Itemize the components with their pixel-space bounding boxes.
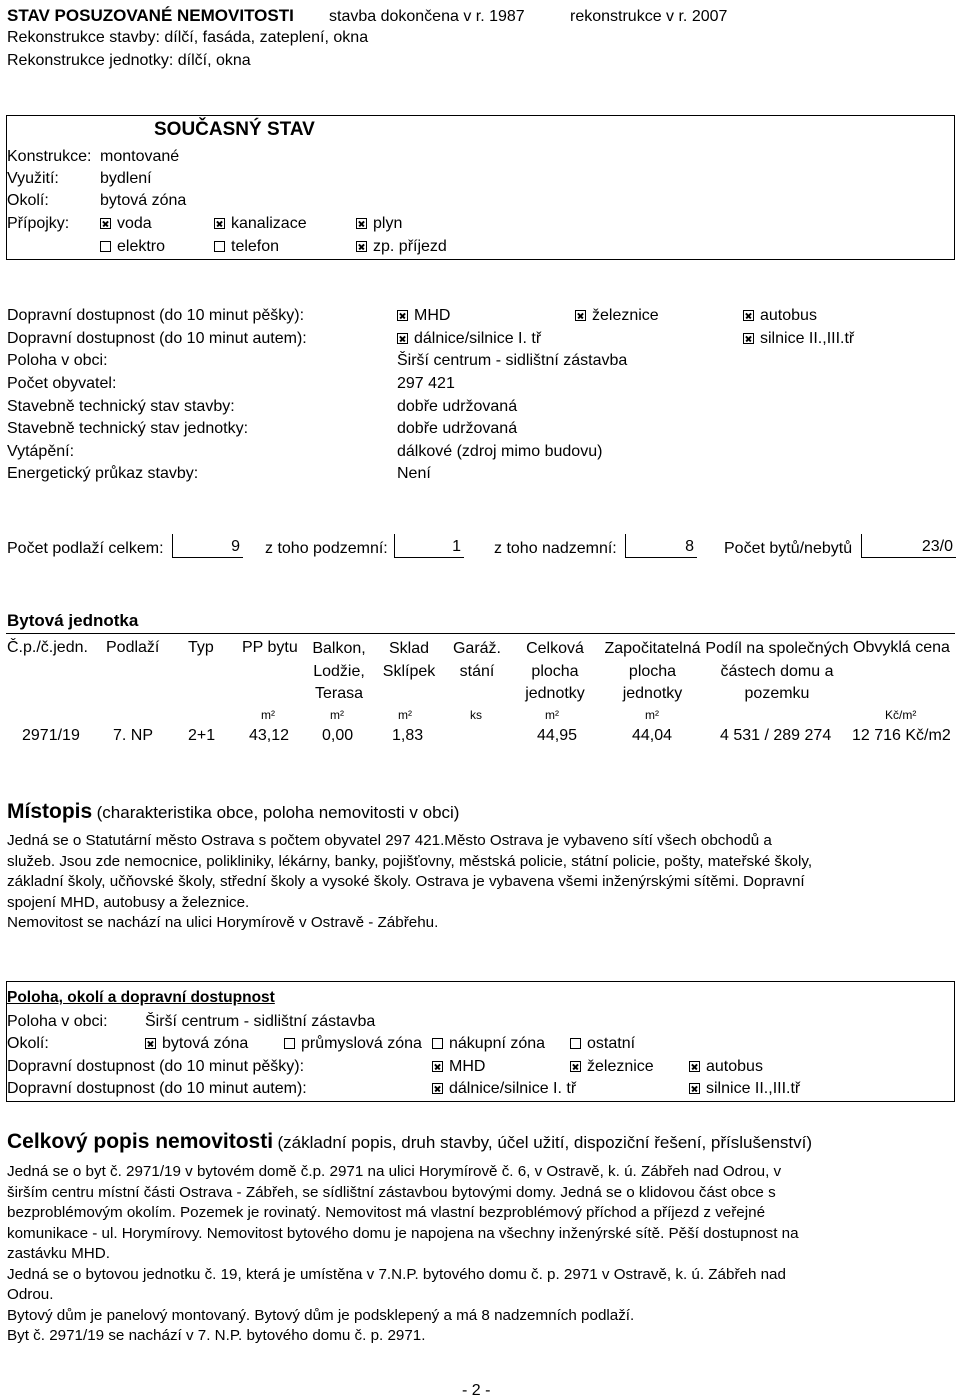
cell-cp: 2971/19 xyxy=(22,727,80,744)
info-value-population: 297 421 xyxy=(397,375,455,392)
description-line: Jedná se o bytovou jednotku č. 19, která je umístěna v 7.N.P. bytového domu č. p. 2971 v Ostravě, k. ú. Zábřeh nad xyxy=(7,1265,786,1283)
cell-balcony: 0,00 xyxy=(322,727,354,744)
unit-m2: m² xyxy=(398,708,412,722)
okoli-shopping: nákupní zóna xyxy=(432,1034,545,1053)
loc-car-label: Dopravní dostupnost (do 10 minut autem): xyxy=(7,1080,307,1097)
loc-walk-bus: autobus xyxy=(689,1057,763,1076)
floors-total-value: 9 xyxy=(172,534,243,558)
cell-pp: 43,12 xyxy=(249,727,290,744)
col-header-balcony: Balkon, Lodžie, Terasa xyxy=(312,640,366,702)
checkbox-checked-icon xyxy=(356,241,367,252)
col-header-share: Podíl na společných částech domu a pozemku xyxy=(705,640,849,702)
page-title: STAV POSUZOVANÉ NEMOVITOSTI xyxy=(7,6,294,25)
col-header-total-area: Celková plocha jednotky xyxy=(525,640,585,702)
unit-m2: m² xyxy=(261,708,275,722)
col-header-type: Typ xyxy=(188,639,214,656)
info-label-population: Počet obyvatel: xyxy=(7,375,117,392)
cell-floor: 7. NP xyxy=(113,727,154,744)
unit-m2: m² xyxy=(545,708,559,722)
description-line: bezproblémovým okolím. Pozemek je rovinatý. Nemovitost má vlastní bezproblémový příchod a příjezd z veřejné xyxy=(7,1204,766,1221)
car-highway: dálnice/silnice I. tř xyxy=(397,329,541,348)
info-value-building-state: dobře udržovaná xyxy=(397,398,518,415)
info-label-energy: Energetický průkaz stavby: xyxy=(7,465,199,482)
loc-car-road: silnice II.,III.tř xyxy=(689,1079,800,1098)
loc-poloha-value: Širší centrum - sidlištní zástavba xyxy=(145,1013,376,1030)
mistopis-line: spojení MHD, autobusy a železnice. xyxy=(7,893,250,911)
checkbox-empty-icon xyxy=(432,1038,443,1049)
cell-price: 12 716 Kč/m2 xyxy=(852,727,951,744)
col-header-pp: PP bytu xyxy=(242,639,298,656)
checkbox-empty-icon xyxy=(100,241,111,252)
checkbox-checked-icon xyxy=(743,333,754,344)
flats-label: Počet bytů/nebytů xyxy=(724,540,853,557)
info-value-location: Širší centrum - sidlištní zástavba xyxy=(397,352,628,369)
cell-counted-area: 44,04 xyxy=(632,727,673,744)
connection-gas: plyn xyxy=(356,214,402,233)
mistopis-line: Nemovitost se nachází na ulici Horymírově v Ostravě - Zábřehu. xyxy=(7,914,439,931)
unit-section-title: Bytová jednotka xyxy=(7,611,139,630)
walk-access-label: Dopravní dostupnost (do 10 minut pěšky): xyxy=(7,307,305,324)
description-line: Odrou. xyxy=(7,1286,54,1303)
reconstruction-year: rekonstrukce v r. 2007 xyxy=(570,8,728,25)
mistopis-heading xyxy=(7,800,459,826)
construction-label: Konstrukce: xyxy=(7,148,92,165)
loc-poloha-label: Poloha v obci: xyxy=(7,1013,108,1030)
loc-car-highway: dálnice/silnice I. tř xyxy=(432,1079,576,1098)
connection-access-road: zp. příjezd xyxy=(356,237,447,256)
description-text xyxy=(7,1162,799,1347)
col-header-storage: Sklad Sklípek xyxy=(382,640,436,680)
col-header-counted-area: Započitatelná plocha jednotky xyxy=(604,640,701,702)
checkbox-checked-icon xyxy=(432,1061,443,1072)
building-reconstruction: Rekonstrukce stavby: dílčí, fasáda, zateplení, okna xyxy=(7,29,369,46)
col-header-garage: Garáž. stání xyxy=(452,640,501,680)
loc-walk-railway: železnice xyxy=(570,1057,654,1076)
okoli-residential: bytová zóna xyxy=(145,1034,248,1053)
info-value-heating: dálkové (zdroj mimo budovu) xyxy=(397,443,603,460)
floors-above-label: z toho nadzemní: xyxy=(494,540,617,557)
built-year: stavba dokončena v r. 1987 xyxy=(329,8,525,25)
loc-okoli-label: Okolí: xyxy=(7,1035,49,1052)
loc-walk-label: Dopravní dostupnost (do 10 minut pěšky): xyxy=(7,1058,305,1075)
info-label-heating: Vytápění: xyxy=(7,443,75,460)
mistopis-title: Místopis xyxy=(7,800,93,823)
col-header-cp: Č.p./č.jedn. xyxy=(7,639,88,656)
floors-under-value: 1 xyxy=(394,534,464,558)
checkbox-checked-icon xyxy=(356,218,367,229)
connections-label: Přípojky: xyxy=(7,215,70,232)
cell-share: 4 531 / 289 274 xyxy=(720,727,832,744)
description-line: širším centru místní části Ostrava - Zábřeh, se sídlištní zástavbou bytovými domy. Jedná se o klidovou část obce s xyxy=(7,1183,776,1201)
floors-above-value: 8 xyxy=(625,534,697,558)
info-label-unit-state: Stavebně technický stav jednotky: xyxy=(7,420,249,437)
checkbox-checked-icon xyxy=(100,218,111,229)
connection-electricity: elektro xyxy=(100,237,165,256)
checkbox-empty-icon xyxy=(214,241,225,252)
unit-ks: ks xyxy=(470,708,482,722)
current-state-title: SOUČASNÝ STAV xyxy=(154,119,315,140)
mistopis-line: základní školy, učňovské školy, střední školy a vysoké školy. Ostrava je vybavena všemi inženýrskými sítěmi. Dopravní xyxy=(7,873,805,890)
description-title: Celkový popis nemovitosti xyxy=(7,1130,274,1153)
checkbox-empty-icon xyxy=(284,1038,295,1049)
description-subtitle: (základní popis, druh stavby, účel užití, dispoziční řešení, příslušenství) xyxy=(277,1133,813,1152)
loc-walk-mhd: MHD xyxy=(432,1057,485,1076)
walk-mhd: MHD xyxy=(397,306,450,325)
info-value-energy: Není xyxy=(397,465,431,482)
checkbox-checked-icon xyxy=(743,310,754,321)
unit-czk-m2: Kč/m² xyxy=(885,708,917,722)
description-line: zastávku MHD. xyxy=(7,1245,110,1262)
unit-reconstruction: Rekonstrukce jednotky: dílčí, okna xyxy=(7,52,251,69)
connection-water: voda xyxy=(100,214,152,233)
description-line: komunikace - ul. Horymírovy. Nemovitost bytového domu je napojena na všechny inženýrské sítě. Pěší dostupnost na xyxy=(7,1224,799,1242)
floors-total-label: Počet podlaží celkem: xyxy=(7,540,164,557)
checkbox-checked-icon xyxy=(432,1083,443,1094)
connection-sewer: kanalizace xyxy=(214,214,307,233)
flats-value: 23/0 xyxy=(861,534,956,558)
page-number: - 2 - xyxy=(462,1382,491,1399)
description-line: Bytový dům je panelový montovaný. Bytový dům je podsklepený a má 8 nadzemních podlaží. xyxy=(7,1306,635,1324)
description-heading xyxy=(7,1130,812,1156)
connection-phone: telefon xyxy=(214,237,279,256)
construction-value: montované xyxy=(100,148,180,165)
info-label-building-state: Stavebně technický stav stavby: xyxy=(7,398,235,415)
checkbox-checked-icon xyxy=(397,310,408,321)
walk-railway: železnice xyxy=(575,306,659,325)
unit-m2: m² xyxy=(330,708,344,722)
car-road: silnice II.,III.tř xyxy=(743,329,854,348)
usage-value: bydlení xyxy=(100,170,152,187)
description-line: Byt č. 2971/19 se nachází v 7. N.P. bytového domu č. p. 2971. xyxy=(7,1327,426,1344)
location-title: Poloha, okolí a dopravní dostupnost xyxy=(7,989,275,1006)
usage-label: Využití: xyxy=(7,170,59,187)
col-header-floor: Podlaží xyxy=(106,639,160,656)
checkbox-checked-icon xyxy=(145,1038,156,1049)
mistopis-text xyxy=(7,831,812,934)
mistopis-line: Jedná se o Statutární město Ostrava s počtem obyvatel 297 421.Město Ostrava je vybaveno sítí všech obchodů a xyxy=(7,832,772,849)
checkbox-checked-icon xyxy=(570,1061,581,1072)
car-access-label: Dopravní dostupnost (do 10 minut autem): xyxy=(7,330,307,347)
surroundings-label: Okolí: xyxy=(7,192,49,209)
description-line: Jedná se o byt č. 2971/19 v bytovém domě č.p. 2971 na ulici Horymírově č. 6, v Ostravě, k. ú. Zábřeh nad Odrou, v xyxy=(7,1163,782,1180)
cell-type: 2+1 xyxy=(188,727,216,744)
checkbox-checked-icon xyxy=(689,1083,700,1094)
col-header-price: Obvyklá cena xyxy=(853,639,950,656)
cell-total-area: 44,95 xyxy=(537,727,578,744)
mistopis-subtitle: (charakteristika obce, poloha nemovitosti v obci) xyxy=(96,803,460,822)
okoli-other: ostatní xyxy=(570,1034,635,1053)
checkbox-empty-icon xyxy=(570,1038,581,1049)
cell-storage: 1,83 xyxy=(392,727,424,744)
unit-table-top-rule xyxy=(6,633,955,634)
floors-under-label: z toho podzemní: xyxy=(265,540,388,557)
checkbox-checked-icon xyxy=(397,333,408,344)
surroundings-value: bytová zóna xyxy=(100,192,187,209)
info-label-location: Poloha v obci: xyxy=(7,352,108,369)
checkbox-checked-icon xyxy=(575,310,586,321)
unit-m2: m² xyxy=(645,708,659,722)
mistopis-line: služeb. Jsou zde nemocnice, polikliniky, lékárny, banky, pojišťovny, městská policie, státní policie, pošty, mateřské školy, xyxy=(7,852,813,870)
info-value-unit-state: dobře udržovaná xyxy=(397,420,518,437)
checkbox-checked-icon xyxy=(214,218,225,229)
checkbox-checked-icon xyxy=(689,1061,700,1072)
okoli-industrial: průmyslová zóna xyxy=(284,1034,422,1053)
walk-bus: autobus xyxy=(743,306,817,325)
